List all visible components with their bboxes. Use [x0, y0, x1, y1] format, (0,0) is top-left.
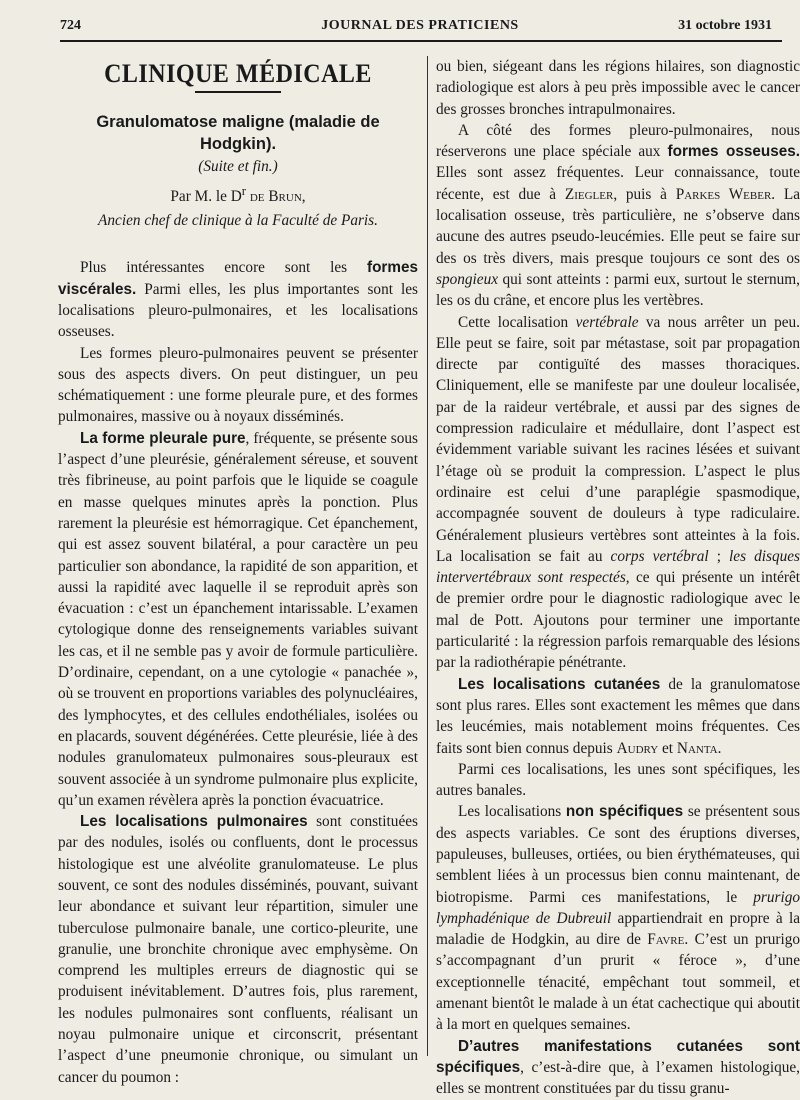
author-line: Par M. le $D^r$ de Brun,: [170, 184, 306, 206]
paragraph: Les localisations pulmonaires sont constituées par des nodules, isolés ou confluents, dont le processus histologique est une alvéolite granulomateuse. Le plus souvent, ce sont des nodules disséminés, pouvant, suivant leur abondance et suivant leur répartition, simuler une tuberculose pulmonaire banale, une cortico-pleurite, une granulie, une bronchite chronique avec emphysème. On comprend les multiples erreurs de diagnostic qui se produisent inévitablement. D’autres fois, plus rarement, les nodules pulmonaires sont confluents, réalisant un noyau pulmonaire unique et circonscrit, présentant l’aspect d’une pneumonie chronique, ou simulant un cancer du poumon :: [58, 813, 418, 1086]
title-rule: [195, 91, 281, 93]
paragraph: D’autres manifestations cutanées sont spécifiques, c’est-à-dire que, à l’examen histologique, elles se montrent constituées par du tissu granu-: [436, 1037, 800, 1098]
author-affiliation: Ancien chef de clinique à la Faculté de Paris.: [98, 212, 378, 230]
paragraph: La forme pleurale pure, fréquente, se présente sous l’aspect d’une pleurésie, généralement séreuse, et souvent très fibrineuse, au point parfois que le liquide se coagule en masse quelques minutes après la ponction. Plus rarement la pleurésie est hémorragique. Cet épanchement, qui est assez souvent bilatéral, a pour caractère un peu particulier son abondance, la rapidité de son apparition, et aussi la rapidité avec laquelle il se reproduit après son évacuation : c’est un épanchement intarissable. L’examen cytologique donne des renseignements variables suivant les cas, et il ne semble pas y avoir de formule particulière. D’ordinaire, cependant, on a une cytologie « panachée », où se trouvent en proportions variables des polynucléaires, des lymphocytes, et des cellules endothéliales, isolées ou en placards, souvent dégénérées. Cette pleurésie, liée à des nodules granulomateux pulmonaires sous-pleuraux est souvent associée à un syndrome pulmonaire plus explicite, qu’un examen révèlera après la ponction évacuatrice.: [58, 429, 418, 809]
paragraph: Les formes pleuro-pulmonaires peuvent se présenter sous des aspects divers. On peut distinguer, un peu schématiquement : une forme pleurale pure, et des formes pulmonaires, massive ou à noyaux disséminés.: [58, 344, 418, 426]
right-column: [436, 56, 800, 1100]
author-name: de Brun,: [246, 188, 306, 206]
issue-date: 31 octobre 1931: [678, 18, 772, 33]
header-rule: [60, 40, 782, 42]
article-title: Granulomatose maligne (maladie de Hodgkin).: [96, 113, 380, 154]
paragraph: Plus intéressantes encore sont les formes viscérales. Parmi elles, les plus importantes sont les localisations pleuro-pulmonaires, et les localisations osseuses.: [58, 259, 418, 341]
running-header: [60, 18, 780, 38]
column-divider: [427, 56, 428, 1056]
page-number: 724: [60, 18, 81, 33]
section-title: CLINIQUE MÉDICALE: [104, 59, 372, 89]
paragraph: ou bien, siégeant dans les régions hilaires, son diagnostic radiologique est alors à peu près impossible avec le cancer des grosses bronches intrapulmonaires.: [436, 58, 800, 118]
article-subtitle: (Suite et fin.): [198, 158, 278, 176]
journal-title: JOURNAL DES PRATICIENS: [321, 18, 519, 33]
paragraph: Les localisations cutanées de la granulomatose sont plus rares. Elles sont exactement les mêmes que dans les leucémies, mais notablement moins fréquentes. Ces faits sont bien connus depuis Audry et Nanta.: [436, 675, 800, 757]
left-column: [58, 56, 418, 1088]
paragraph: Cette localisation vertébrale va nous arrêter un peu. Elle peut se faire, soit par métastase, soit par propagation directe par contiguïté des masses thoraciques. Cliniquement, elle se manifeste par une douleur localisée, par de la raideur vertébrale, et aussi par des signes de compression radiculaire et médullaire, dont l’aspect est évidemment variable suivant les racines lésées et suivant l’étage où se produit la compression. L’aspect le plus ordinaire est celui d’une paraplégie spasmodique, accompagnée souvent de douleurs à type radiculaire. Généralement plusieurs vertèbres sont atteintes à la fois. La localisation se fait au corps vertébral ; les disques intervertébraux sont respectés, ce qui présente un intérêt de premier ordre pour le diagnostic radiologique avec le mal de Pott. Ajoutons pour terminer une importante particularité : la régression parfois remarquable des lésions par la radiothérapie pénétrante.: [436, 313, 800, 672]
paragraph: Les localisations non spécifiques se présentent sous des aspects variables. Ce sont des éruptions diverses, papuleuses, bulleuses, ortiées, ou bien érythémateuses, qui semblent liées à un processus bien connu maintenant, de biotropisme. Parmi ces manifestations, le prurigo lymphadénique de Dubreuil appartiendrait en propre à la maladie de Hodgkin, au dire de Favre. C’est un prurigo s’accompagnant d’un prurit « féroce », d’une exceptionnelle ténacité, empêchant tout sommeil, et amenant bientôt le malade à un état cachectique qui aboutit à la mort en quelques semaines.: [436, 803, 800, 1034]
paragraph: A côté des formes pleuro-pulmonaires, nous réserverons une place spéciale aux formes osseuses. Elles sont assez fréquentes. Leur connaissance, toute récente, est due à Ziegler, puis à Parkes Weber. La localisation osseuse, très particulière, ne s’observe dans aucune des autres pseudo-leucémies. Elle peut se faire sur des os très divers, mais presque toujours ce sont des os spongieux qui sont atteints : parmi eux, surtout le sternum, les os du crâne, et encore plus les vertèbres.: [436, 121, 800, 310]
paragraph: Parmi ces localisations, les unes sont spécifiques, les autres banales.: [436, 760, 800, 800]
